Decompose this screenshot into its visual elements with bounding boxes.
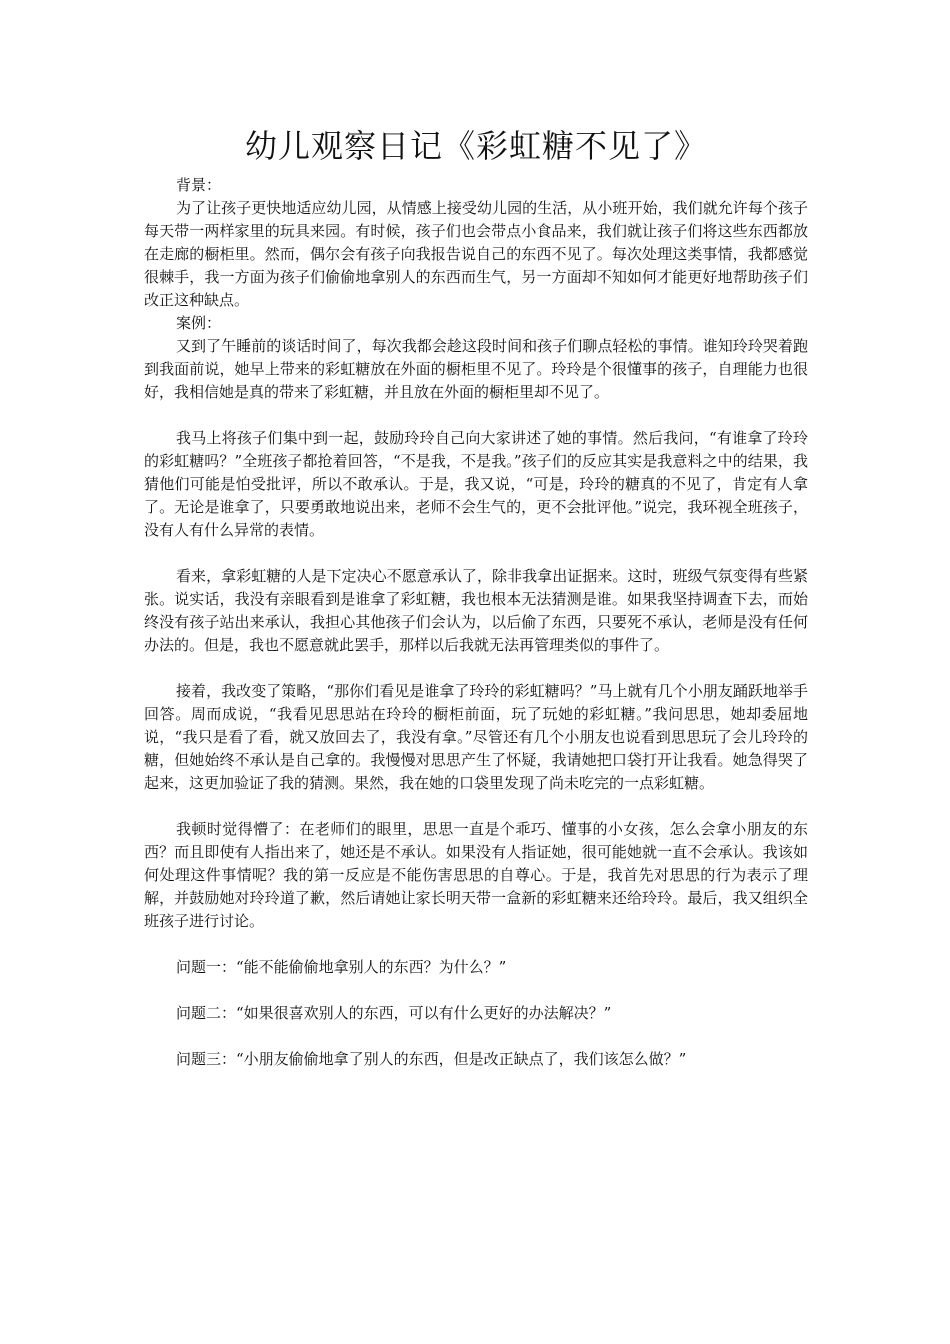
section-label-background: 背景： [176, 176, 222, 194]
case-paragraph-4: 接着，我改变了策略，“那你们看见是谁拿了玲玲的彩虹糖吗？”马上就有几个小朋友踊跃地举手回答。周而成说，“我看见思思站在玲玲的橱柜前面，玩了玩她的彩虹糖。”我问思思，她却委屈地说，“我只是看了看，就又放回去了，我没有拿。”尽管还有几个小朋友也说看到思思玩了会儿玲玲的糖，但她始终不承认是自己拿的。我慢慢对思思产生了怀疑，我请她把口袋打开让我看。她急得哭了起来，这更加验证了我的猜测。果然，我在她的口袋里发现了尚未吃完的一点彩虹糖。 [144, 682, 808, 792]
case-paragraph-1: 又到了午睡前的谈话时间了，每次我都会趁这段时间和孩子们聊点轻松的事情。谁知玲玲哭着跑到我面前说，她早上带来的彩虹糖放在外面的橱柜里不见了。玲玲是个很懂事的孩子，自理能力也很好，我相信她是真的带来了彩虹糖，并且放在外面的橱柜里却不见了。 [144, 337, 808, 401]
background-paragraph: 为了让孩子更快地适应幼儿园，从情感上接受幼儿园的生活，从小班开始，我们就允许每个孩子每天带一两样家里的玩具来园。有时候，孩子们也会带点小食品来，我们就让孩子们将这些东西都放在走廊的橱柜里。然而，偶尔会有孩子向我报告说自己的东西不见了。每次处理这类事情，我都感觉很棘手，我一方面为孩子们偷偷地拿别人的东西而生气，另一方面却不知如何才能更好地帮助孩子们改正这种缺点。 [144, 199, 808, 309]
document-title: 幼儿观察日记《彩虹糖不见了》 [244, 127, 707, 165]
question-3: 问题三：“小朋友偷偷地拿了别人的东西，但是改正缺点了，我们该怎么做？” [176, 1050, 687, 1068]
case-paragraph-2: 我马上将孩子们集中到一起，鼓励玲玲自己向大家讲述了她的事情。然后我问，“有谁拿了玲玲的彩虹糖吗？”全班孩子都抢着回答，“不是我，不是我。”孩子们的反应其实是我意料之中的结果，我猜他们可能是怕受批评，所以不敢承认。于是，我又说，“可是，玲玲的糖真的不见了，肯定有人拿了。无论是谁拿了，只要勇敢地说出来，老师不会生气的，更不会批评他。”说完，我环视全班孩子，没有人有什么异常的表情。 [144, 429, 808, 539]
case-paragraph-5: 我顿时觉得懵了：在老师们的眼里，思思一直是个乖巧、懂事的小女孩，怎么会拿小朋友的东西？而且即使有人指出来了，她还是不承认。如果没有人指证她，很可能她就一直不会承认。我该如何处理这件事情呢？我的第一反应是不能伤害思思的自尊心。于是，我首先对思思的行为表示了理解，并鼓励她对玲玲道了歉，然后请她让家长明天带一盒新的彩虹糖来还给玲玲。最后，我又组织全班孩子进行讨论。 [144, 820, 808, 930]
document-body [144, 124, 808, 1071]
question-1: 问题一：“能不能偷偷地拿别人的东西？为什么？” [176, 958, 507, 976]
question-2: 问题二：“如果很喜欢别人的东西，可以有什么更好的办法解决？” [176, 1004, 612, 1022]
section-label-case: 案例： [176, 314, 222, 332]
case-paragraph-3: 看来，拿彩虹糖的人是下定决心不愿意承认了，除非我拿出证据来。这时，班级气氛变得有些紧张。说实话，我没有亲眼看到是谁拿了彩虹糖，我也根本无法猜测是谁。如果我坚持调查下去，而始终没有孩子站出来承认，我担心其他孩子们会认为，以后偷了东西，只要死不承认，老师是没有任何办法的。但是，我也不愿意就此罢手，那样以后我就无法再管理类似的事件了。 [144, 567, 808, 654]
